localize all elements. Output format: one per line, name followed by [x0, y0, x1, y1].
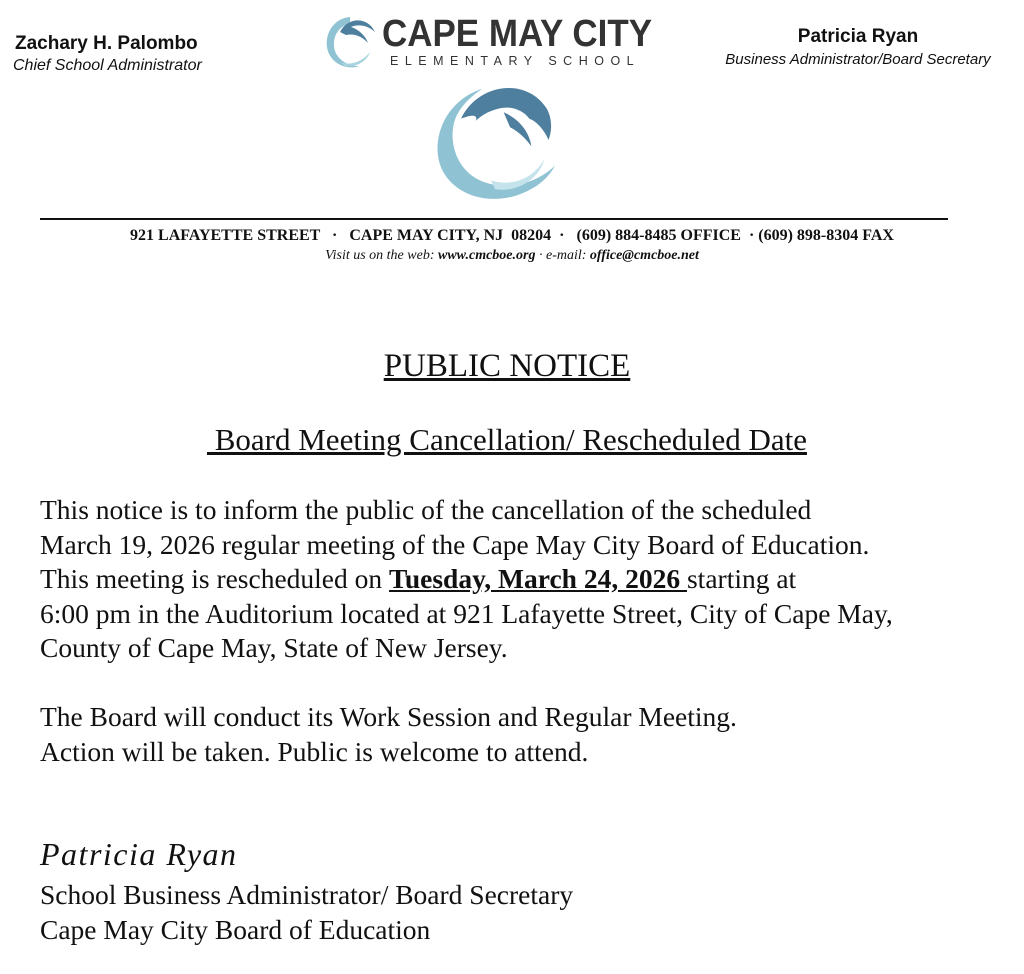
text-line: County of Cape May, State of New Jersey.: [40, 632, 508, 663]
dolphin-wave-icon: [428, 76, 558, 204]
text-span: This meeting is rescheduled on: [40, 563, 390, 594]
signature-block: [40, 877, 573, 947]
signer-role: School Business Administrator/ Board Secretary: [40, 879, 574, 910]
chief-administrator-name: Zachary H. Palombo: [15, 33, 198, 54]
text-line: This notice is to inform the public of the cancellation of the scheduled: [40, 494, 812, 525]
notice-paragraph-2: [40, 700, 737, 769]
email-link[interactable]: office@cmcboe.net: [589, 248, 699, 263]
school-logo-wordmark: [382, 14, 676, 68]
business-administrator-name: Patricia Ryan: [797, 26, 919, 47]
notice-subtitle: Board Meeting Cancellation/ Rescheduled Date: [206, 422, 807, 457]
header-divider: [40, 218, 948, 220]
text-line: March 19, 2026 regular meeting of the Cape May City Board of Education.: [40, 528, 870, 560]
chief-administrator-title: Chief School Administrator: [13, 57, 202, 74]
signature: Patricia Ryan: [40, 836, 238, 872]
email-label: · e-mail:: [535, 248, 590, 263]
text-line: 6:00 pm in the Auditorium located at 921 Lafayette Street, City of Cape May,: [40, 597, 893, 629]
notice-title: PUBLIC NOTICE: [383, 348, 631, 384]
business-administrator-block: [700, 26, 1016, 68]
logo-main-text: CAPE MAY CITY: [382, 13, 653, 55]
text-line: Action will be taken. Public is welcome to attend.: [40, 735, 589, 767]
signer-organization: Cape May City Board of Education: [40, 914, 431, 945]
website-link[interactable]: www.cmcboe.org: [438, 248, 536, 263]
text-line: [40, 562, 893, 597]
dolphin-wave-icon: [320, 12, 380, 72]
logo-sub-text: ELEMENTARY SCHOOL: [390, 54, 641, 68]
rescheduled-date: Tuesday, March 24, 2026: [389, 563, 687, 594]
text-span: starting at: [686, 563, 797, 594]
contact-line: [0, 248, 1024, 264]
business-administrator-title: Business Administrator/Board Secretary: [725, 51, 991, 68]
school-address: 921 LAFAYETTE STREET · CAPE MAY CITY, NJ 08204 · (609) 884-8485 OFFICE · (609) 898-8304 FAX: [130, 227, 894, 244]
notice-paragraph-1: [40, 493, 893, 666]
text-line: The Board will conduct its Work Session and Regular Meeting.: [40, 701, 737, 732]
web-label: Visit us on the web:: [325, 248, 438, 263]
